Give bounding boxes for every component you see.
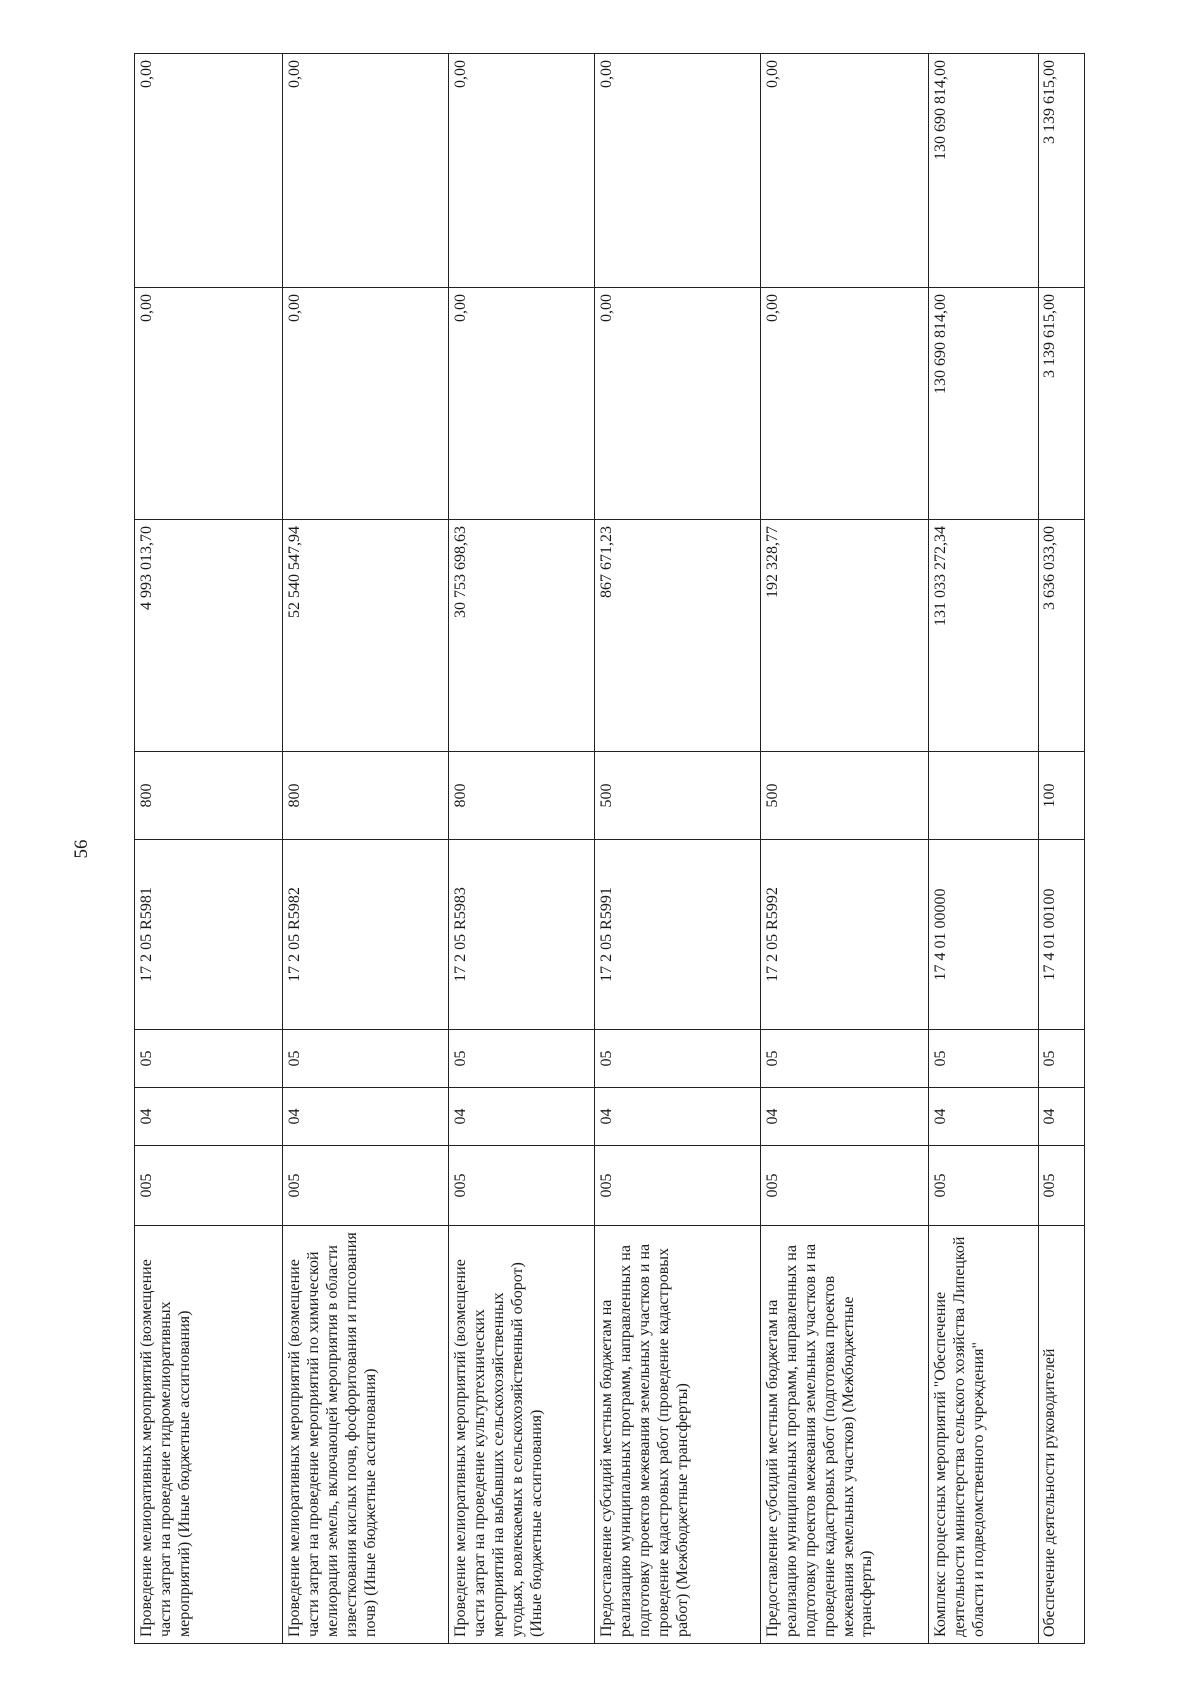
cell-amount-1: 4 993 013,70 [135, 520, 283, 752]
cell-amount-2: 3 139 615,00 [1039, 288, 1085, 520]
cell-amount-2: 0,00 [595, 288, 761, 520]
rotated-table-container [134, 54, 1084, 1644]
table-row [595, 54, 761, 1644]
cell-vr: 800 [449, 752, 595, 840]
cell-pr: 05 [929, 1030, 1039, 1088]
cell-pr: 05 [135, 1030, 283, 1088]
cell-pr: 05 [1039, 1030, 1085, 1088]
cell-amount-2: 0,00 [449, 288, 595, 520]
cell-csr: 17 4 01 00000 [929, 840, 1039, 1030]
cell-amount-2: 130 690 814,00 [929, 288, 1039, 520]
table-row [929, 54, 1039, 1644]
cell-gr: 005 [595, 1146, 761, 1226]
table-row [283, 54, 449, 1644]
cell-amount-3: 0,00 [283, 54, 449, 288]
page-number: 56 [71, 839, 92, 859]
cell-gr: 005 [929, 1146, 1039, 1226]
cell-rz: 04 [595, 1088, 761, 1146]
cell-amount-2: 0,00 [761, 288, 929, 520]
table-row [761, 54, 929, 1644]
cell-amount-3: 0,00 [595, 54, 761, 288]
cell-amount-1: 131 033 272,34 [929, 520, 1039, 752]
rotated-page-content [134, 54, 1084, 1644]
cell-amount-3: 3 139 615,00 [1039, 54, 1085, 288]
cell-pr: 05 [449, 1030, 595, 1088]
cell-gr: 005 [449, 1146, 595, 1226]
row-name: Обеспечение деятельности руководителей [1039, 1226, 1085, 1644]
row-name: Комплекс процессных мероприятий "Обеспечение деятельности министерства сельского хозяйства Липецкой области и подведомственного учреждения" [929, 1226, 1039, 1644]
cell-csr: 17 4 01 00100 [1039, 840, 1085, 1030]
cell-amount-1: 30 753 698,63 [449, 520, 595, 752]
cell-amount-3: 0,00 [761, 54, 929, 288]
cell-vr: 800 [283, 752, 449, 840]
cell-vr: 500 [595, 752, 761, 840]
cell-amount-2: 0,00 [283, 288, 449, 520]
row-name: Предоставление субсидий местным бюджетам на реализацию муниципальных программ, направленных на подготовку проектов межевания земельных участков и на проведение кадастровых работ (проведение кадастровых работ) (Межбюджетные трансферты) [595, 1226, 761, 1644]
table-row [449, 54, 595, 1644]
cell-amount-1: 192 328,77 [761, 520, 929, 752]
cell-amount-1: 867 671,23 [595, 520, 761, 752]
row-name: Проведение мелиоративных мероприятий (возмещение части затрат на проведение гидромелиоративных мероприятий) (Иные бюджетные ассигнования) [135, 1226, 283, 1644]
cell-pr: 05 [761, 1030, 929, 1088]
cell-gr: 005 [283, 1146, 449, 1226]
cell-csr: 17 2 05 R5991 [595, 840, 761, 1030]
table-row [1039, 54, 1085, 1644]
cell-rz: 04 [929, 1088, 1039, 1146]
cell-pr: 05 [283, 1030, 449, 1088]
cell-rz: 04 [449, 1088, 595, 1146]
cell-gr: 005 [761, 1146, 929, 1226]
cell-pr: 05 [595, 1030, 761, 1088]
cell-vr: 800 [135, 752, 283, 840]
table-row [135, 54, 283, 1644]
row-name: Предоставление субсидий местным бюджетам на реализацию муниципальных программ, направленных на подготовку проектов межевания земельных участков и на проведение кадастровых работ (подготовка проектов межевания земельных участков) (Межбюджетные трансферты) [761, 1226, 929, 1644]
budget-table [134, 53, 1085, 1644]
cell-csr: 17 2 05 R5982 [283, 840, 449, 1030]
cell-csr: 17 2 05 R5983 [449, 840, 595, 1030]
cell-csr: 17 2 05 R5992 [761, 840, 929, 1030]
cell-gr: 005 [135, 1146, 283, 1226]
cell-amount-3: 130 690 814,00 [929, 54, 1039, 288]
cell-vr [929, 752, 1039, 840]
cell-rz: 04 [135, 1088, 283, 1146]
cell-amount-2: 0,00 [135, 288, 283, 520]
cell-csr: 17 2 05 R5981 [135, 840, 283, 1030]
cell-gr: 005 [1039, 1146, 1085, 1226]
cell-rz: 04 [761, 1088, 929, 1146]
row-name: Проведение мелиоративных мероприятий (возмещение части затрат на проведение культуртехнических мероприятий на выбывших сельскохозяйственных угодьях, вовлекаемых в сельскохозяйственный оборот) (Иные бюджетные ассигнования) [449, 1226, 595, 1644]
cell-amount-1: 3 636 033,00 [1039, 520, 1085, 752]
cell-vr: 100 [1039, 752, 1085, 840]
cell-amount-3: 0,00 [449, 54, 595, 288]
cell-amount-3: 0,00 [135, 54, 283, 288]
cell-amount-1: 52 540 547,94 [283, 520, 449, 752]
cell-vr: 500 [761, 752, 929, 840]
cell-rz: 04 [283, 1088, 449, 1146]
row-name: Проведение мелиоративных мероприятий (возмещение части затрат на проведение мероприятий по химической мелиорации земель, включающей мероприятия в области известкования кислых почв, фосфоритования и гипсования почв) (Иные бюджетные ассигнования) [283, 1226, 449, 1644]
cell-rz: 04 [1039, 1088, 1085, 1146]
